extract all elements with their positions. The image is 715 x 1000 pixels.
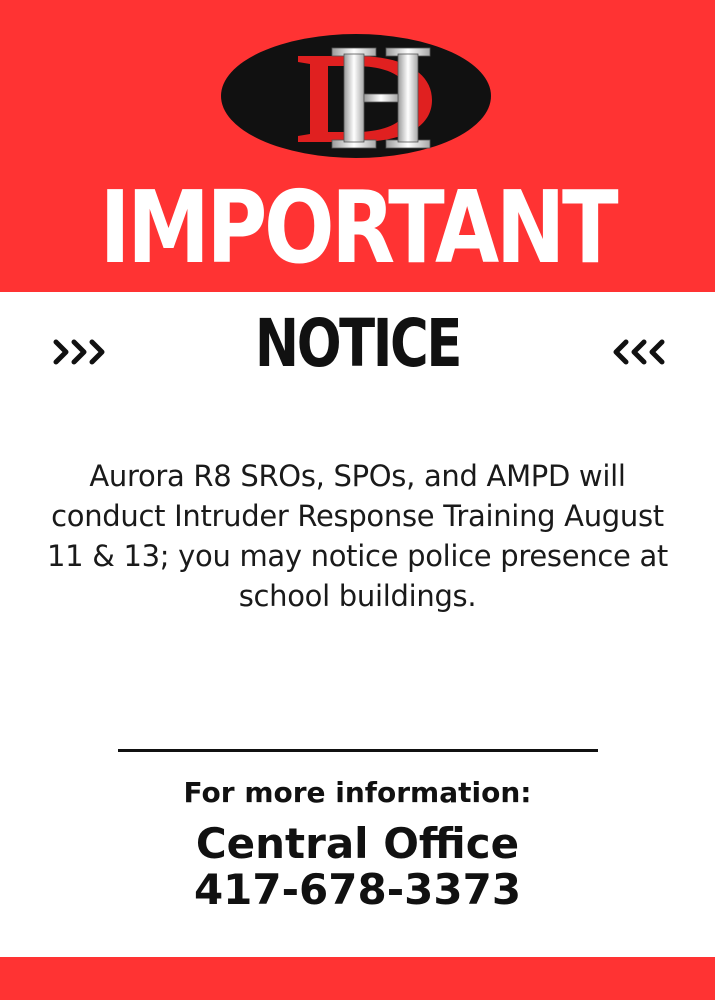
- divider-line: [118, 749, 598, 752]
- subhead-notice: NOTICE: [254, 305, 461, 382]
- chevrons-left-icon: [598, 332, 668, 372]
- contact-office: Central Office: [195, 819, 520, 868]
- hd-district-logo: [220, 30, 492, 160]
- info-label: For more information:: [183, 776, 532, 809]
- bottom-red-band: [0, 957, 715, 1000]
- contact-phone: 417-678-3373: [193, 865, 522, 914]
- headline-important: IMPORTANT: [99, 169, 616, 286]
- notice-message: Aurora R8 SROs, SPOs, and AMPD will conduct Intruder Response Training August 11 & 13; you may notice police presence at school buildings.: [47, 459, 668, 613]
